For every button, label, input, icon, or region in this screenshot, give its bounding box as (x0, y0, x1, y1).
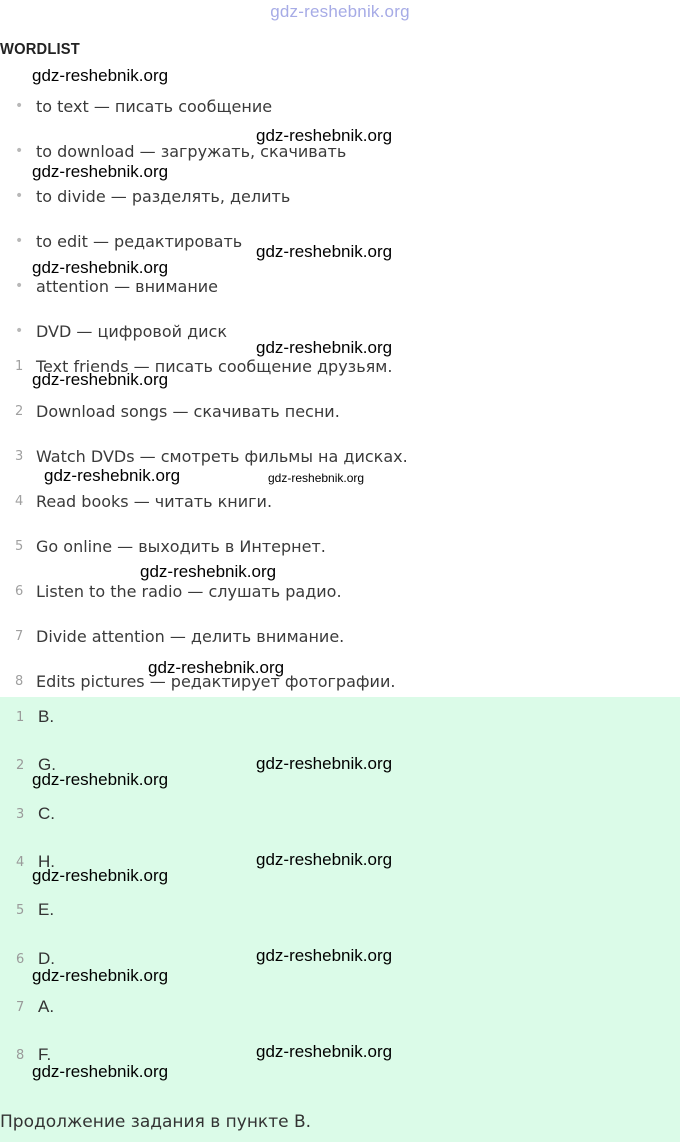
wordlist-heading: WORDLIST (0, 41, 80, 58)
answer-number: 7 (16, 999, 25, 1015)
watermark: gdz-reshebnik.org (44, 466, 181, 485)
wordlist-item (0, 184, 290, 208)
watermark: gdz-reshebnik.org (140, 562, 277, 581)
watermark: gdz-reshebnik.org (256, 1042, 393, 1061)
phrase-number: 5 (15, 538, 24, 554)
phrase-text: Text friends — писать сообщение друзьям. (36, 356, 393, 376)
phrase-number: 3 (15, 448, 24, 464)
phrase-text: Divide attention — делить внимание. (36, 626, 345, 646)
watermark: gdz-reshebnik.org (32, 162, 169, 181)
wordlist-item-text: DVD — цифровой диск (36, 321, 228, 341)
phrase-text: Listen to the radio — слушать радио. (36, 581, 342, 601)
phrase-text: Go online — выходить в Интернет. (36, 536, 326, 556)
answer-number: 8 (16, 1047, 25, 1063)
watermark: gdz-reshebnik.org (32, 370, 169, 389)
answer-number: 6 (16, 951, 25, 967)
wordlist-item-text: to text — писать сообщение (36, 96, 273, 116)
phrase-text: Edits pictures — редактирует фотографии. (36, 671, 396, 691)
watermark: gdz-reshebnik.org (256, 126, 393, 145)
answer-value: D. (38, 949, 55, 968)
phrase-number: 7 (15, 628, 24, 644)
answer-item (0, 801, 55, 827)
answer-value: G. (38, 755, 56, 774)
phrase-item (0, 444, 408, 468)
answer-value: E. (38, 900, 55, 919)
phrase-text: Watch DVDs — смотреть фильмы на дисках. (36, 446, 408, 466)
continuation-note: Продолжение задания в пункте B. (0, 1112, 312, 1132)
wordlist-item (0, 229, 242, 253)
answer-item (0, 994, 54, 1020)
answer-value: F. (38, 1045, 52, 1064)
answer-number: 4 (16, 854, 25, 870)
bullet-icon: • (15, 233, 24, 249)
watermark: gdz-reshebnik.org (32, 1062, 169, 1081)
watermark: gdz-reshebnik.org (32, 66, 169, 85)
bullet-icon: • (15, 98, 24, 114)
answer-number: 3 (16, 806, 25, 822)
answer-number: 5 (16, 902, 25, 918)
phrase-number: 6 (15, 583, 24, 599)
phrase-number: 1 (15, 358, 24, 374)
site-watermark: gdz-reshebnik.org (270, 2, 410, 21)
bullet-icon: • (15, 188, 24, 204)
bullet-icon: • (15, 278, 24, 294)
watermark: gdz-reshebnik.org (32, 770, 169, 789)
watermark: gdz-reshebnik.org (148, 658, 285, 677)
bullet-icon: • (15, 143, 24, 159)
wordlist-item-text: to download — загружать, скачивать (36, 141, 347, 161)
phrase-item (0, 579, 342, 603)
wordlist-item (0, 94, 272, 118)
answer-item (0, 704, 54, 730)
watermark: gdz-reshebnik.org (256, 850, 393, 869)
answer-item (0, 897, 54, 923)
answer-value: C. (38, 804, 55, 823)
phrase-text: Read books — читать книги. (36, 491, 273, 511)
watermark: gdz-reshebnik.org (268, 471, 365, 485)
bullet-icon: • (15, 323, 24, 339)
answer-value: A. (38, 997, 55, 1016)
answer-value: B. (38, 707, 55, 726)
phrase-text: Download songs — скачивать песни. (36, 401, 340, 421)
answer-number: 2 (16, 757, 25, 773)
phrase-item (0, 399, 340, 423)
wordlist-item-text: to edit — редактировать (36, 231, 243, 251)
wordlist-item (0, 319, 227, 343)
wordlist-item-text: attention — внимание (36, 276, 219, 296)
watermark: gdz-reshebnik.org (32, 966, 169, 985)
answer-number: 1 (16, 709, 25, 725)
wordlist-item-text: to divide — разделять, делить (36, 186, 291, 206)
phrase-item (0, 489, 272, 513)
watermark: gdz-reshebnik.org (256, 242, 393, 261)
phrase-number: 4 (15, 493, 24, 509)
phrase-item (0, 534, 326, 558)
watermark: gdz-reshebnik.org (256, 754, 393, 773)
phrase-item (0, 624, 344, 648)
watermark: gdz-reshebnik.org (32, 866, 169, 885)
watermark: gdz-reshebnik.org (256, 946, 393, 965)
answer-value: H. (38, 852, 55, 871)
phrase-number: 8 (15, 673, 24, 689)
phrase-number: 2 (15, 403, 24, 419)
watermark: gdz-reshebnik.org (32, 258, 169, 277)
watermark: gdz-reshebnik.org (256, 338, 393, 357)
